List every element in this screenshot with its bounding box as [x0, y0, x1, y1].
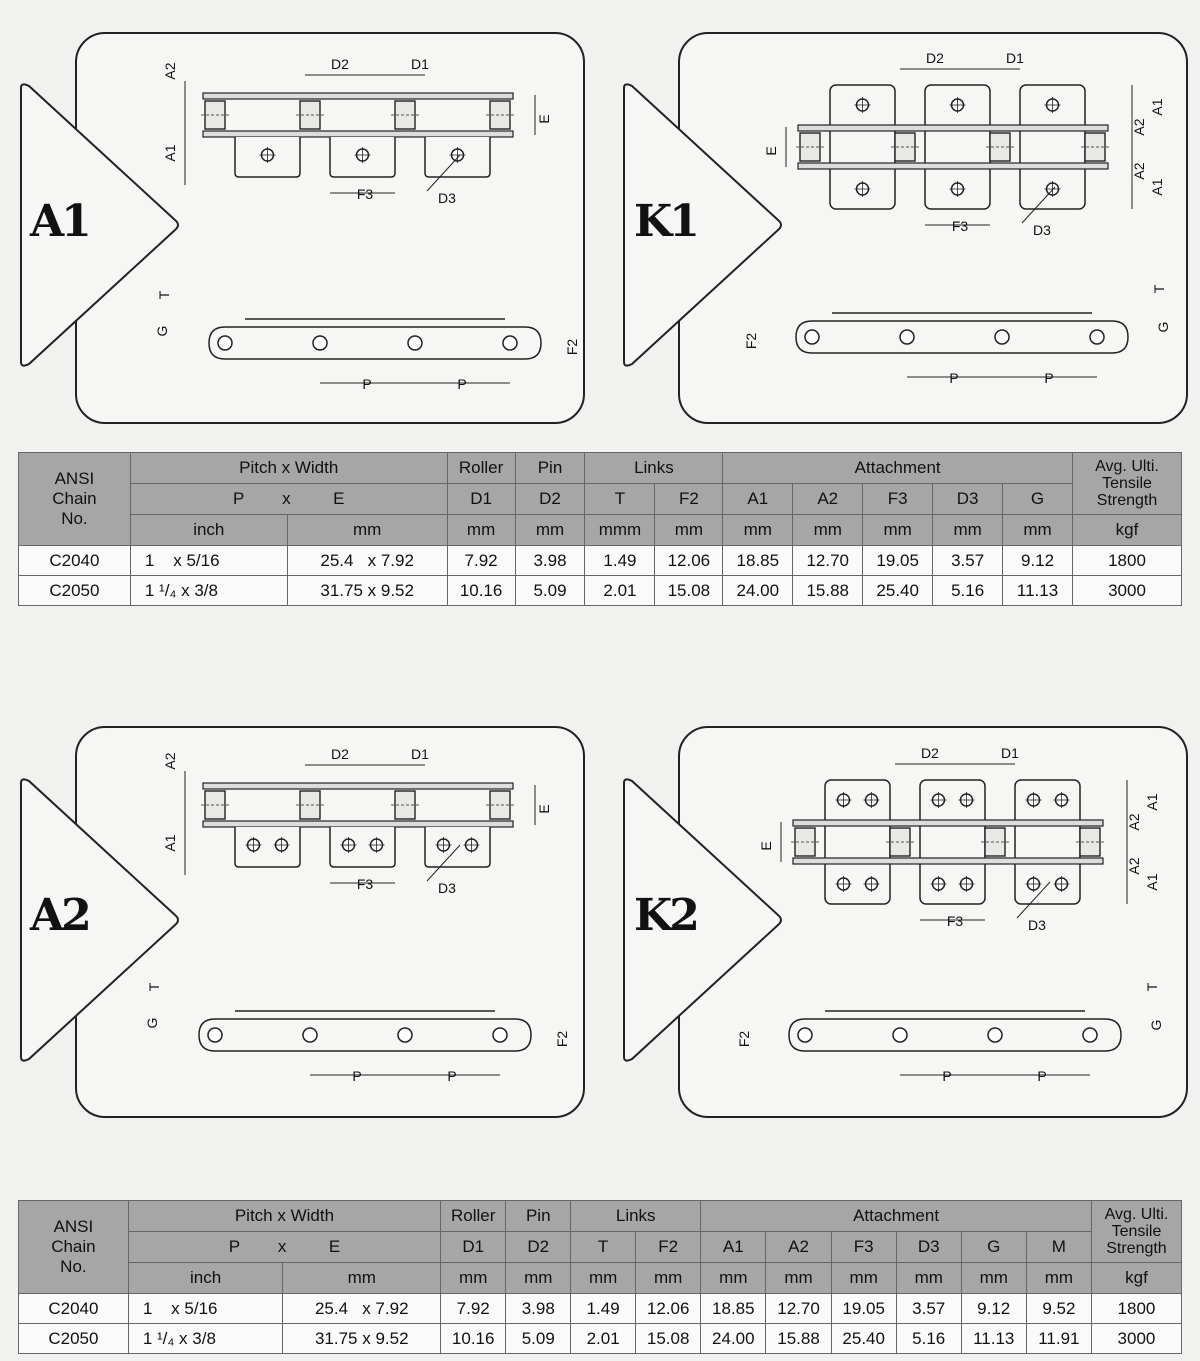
- dim-label-a1: A1: [1149, 178, 1165, 196]
- cell-t: 2.01: [585, 576, 655, 606]
- dim-label-f2: F2: [743, 332, 759, 350]
- dim-label-a1: A1: [1144, 873, 1160, 891]
- diagram-label-a2: A2: [30, 890, 89, 941]
- unit-mm: mm: [287, 515, 447, 546]
- cell-g: 11.13: [1003, 576, 1073, 606]
- header-a1: A1: [701, 1232, 766, 1263]
- dim-label-a1: A1: [1144, 793, 1160, 811]
- unit-inch: inch: [128, 1263, 283, 1294]
- unit-t: mm: [571, 1263, 636, 1294]
- unit-inch: inch: [130, 515, 287, 546]
- unit-m: mm: [1026, 1263, 1091, 1294]
- unit-f2: mm: [655, 515, 723, 546]
- dim-label-f3: F3: [951, 218, 969, 234]
- cell-d2: 5.09: [515, 576, 585, 606]
- cell-m: 11.91: [1026, 1324, 1091, 1354]
- dim-label-d3: D3: [1028, 917, 1046, 933]
- dim-label-d1: D1: [411, 56, 429, 72]
- dim-label-d1: D1: [1001, 745, 1019, 761]
- dim-label-t: T: [146, 982, 162, 992]
- table-row: [19, 1294, 1182, 1324]
- cell-d3: 3.57: [933, 546, 1003, 576]
- dim-label-f2: F2: [564, 338, 580, 356]
- cell-kgf: 3000: [1091, 1324, 1181, 1354]
- dim-label-p: P: [362, 376, 372, 392]
- cell-mm: 31.75 x 9.52: [283, 1324, 441, 1354]
- dim-label-a2: A2: [1131, 118, 1147, 136]
- header-pin: Pin: [515, 453, 585, 484]
- cell-f2: 15.08: [636, 1324, 701, 1354]
- header-f3: F3: [863, 484, 933, 515]
- header-links: Links: [585, 453, 723, 484]
- cell-g: 9.12: [961, 1294, 1026, 1324]
- header-strength: Avg. Ulti. Tensile Strength: [1073, 453, 1182, 515]
- dim-label-d2: D2: [331, 746, 349, 762]
- cell-m: 9.52: [1026, 1294, 1091, 1324]
- unit-t: mmm: [585, 515, 655, 546]
- cell-f2: 12.06: [636, 1294, 701, 1324]
- cell-d2: 3.98: [515, 546, 585, 576]
- dim-label-e: E: [536, 114, 552, 124]
- dim-label-d1: D1: [411, 746, 429, 762]
- cell-t: 2.01: [571, 1324, 636, 1354]
- unit-f2: mm: [636, 1263, 701, 1294]
- cell-mm: 25.4 x 7.92: [287, 546, 447, 576]
- header-d2: D2: [506, 1232, 571, 1263]
- unit-g: mm: [961, 1263, 1026, 1294]
- dim-label-a1: A1: [162, 144, 178, 162]
- dim-label-a2: A2: [162, 62, 178, 80]
- cell-d3: 3.57: [896, 1294, 961, 1324]
- header-g: G: [1003, 484, 1073, 515]
- unit-a1: mm: [723, 515, 793, 546]
- cell-chain-no: C2050: [19, 576, 131, 606]
- cell-d1: 7.92: [441, 1294, 506, 1324]
- dim-label-g: G: [144, 1017, 160, 1029]
- dim-label-f3: F3: [356, 876, 374, 892]
- dim-label-p: P: [457, 376, 467, 392]
- unit-a2: mm: [766, 1263, 831, 1294]
- cell-f3: 19.05: [831, 1294, 896, 1324]
- header-links: Links: [571, 1201, 701, 1232]
- header-m: M: [1026, 1232, 1091, 1263]
- header-pin: Pin: [506, 1201, 571, 1232]
- spec-table-1: [18, 452, 1182, 606]
- dim-label-d2: D2: [331, 56, 349, 72]
- dim-label-a2: A2: [1131, 162, 1147, 180]
- cell-kgf: 1800: [1091, 1294, 1181, 1324]
- header-attachment: Attachment: [723, 453, 1073, 484]
- cell-a1: 24.00: [701, 1324, 766, 1354]
- header-pitch-width: Pitch x Width: [128, 1201, 440, 1232]
- dim-label-g: G: [154, 325, 170, 337]
- dim-label-f2: F2: [554, 1030, 570, 1048]
- diagram-label-k1: K1: [634, 196, 697, 247]
- cell-chain-no: C2050: [19, 1324, 129, 1354]
- header-a2: A2: [766, 1232, 831, 1263]
- cell-mm: 25.4 x 7.92: [283, 1294, 441, 1324]
- cell-inch: 1 x 5/16: [130, 546, 287, 576]
- dim-label-g: G: [1148, 1019, 1164, 1031]
- dim-label-d2: D2: [926, 50, 944, 66]
- dim-label-f3: F3: [356, 186, 374, 202]
- cell-a1: 18.85: [723, 546, 793, 576]
- header-ansi-chain-no: ANSI Chain No.: [19, 453, 131, 546]
- dim-label-p: P: [447, 1068, 457, 1084]
- dim-label-f2: F2: [736, 1030, 752, 1048]
- unit-d2: mm: [506, 1263, 571, 1294]
- dim-label-d3: D3: [438, 880, 456, 896]
- cell-d3: 5.16: [896, 1324, 961, 1354]
- cell-t: 1.49: [571, 1294, 636, 1324]
- unit-kgf: kgf: [1091, 1263, 1181, 1294]
- header-ansi-chain-no: ANSI Chain No.: [19, 1201, 129, 1294]
- cell-inch: 1 x 5/16: [128, 1294, 283, 1324]
- header-t: T: [585, 484, 655, 515]
- dim-label-p: P: [942, 1068, 952, 1084]
- header-f2: F2: [655, 484, 723, 515]
- cell-mm: 31.75 x 9.52: [287, 576, 447, 606]
- header-f3: F3: [831, 1232, 896, 1263]
- dim-label-p: P: [1044, 370, 1054, 386]
- cell-f2: 12.06: [655, 546, 723, 576]
- unit-mm: mm: [283, 1263, 441, 1294]
- dim-label-t: T: [1151, 284, 1167, 294]
- header-d3: D3: [896, 1232, 961, 1263]
- dim-label-t: T: [1144, 982, 1160, 992]
- table-row: [19, 576, 1182, 606]
- header-a2: A2: [793, 484, 863, 515]
- header-f2: F2: [636, 1232, 701, 1263]
- unit-kgf: kgf: [1073, 515, 1182, 546]
- cell-f3: 25.40: [863, 576, 933, 606]
- cell-f3: 19.05: [863, 546, 933, 576]
- cell-a2: 12.70: [793, 546, 863, 576]
- header-pitch-width: Pitch x Width: [130, 453, 447, 484]
- cell-chain-no: C2040: [19, 546, 131, 576]
- dim-label-p: P: [352, 1068, 362, 1084]
- cell-g: 11.13: [961, 1324, 1026, 1354]
- unit-a2: mm: [793, 515, 863, 546]
- dim-label-p: P: [949, 370, 959, 386]
- cell-d1: 10.16: [447, 576, 515, 606]
- cell-d2: 3.98: [506, 1294, 571, 1324]
- header-attachment: Attachment: [701, 1201, 1092, 1232]
- spec-table-2: [18, 1200, 1182, 1354]
- table-row: [19, 546, 1182, 576]
- dim-label-d2: D2: [921, 745, 939, 761]
- header-t: T: [571, 1232, 636, 1263]
- dim-label-a2: A2: [1126, 857, 1142, 875]
- dim-label-a2: A2: [162, 752, 178, 770]
- cell-f3: 25.40: [831, 1324, 896, 1354]
- dim-label-a2: A2: [1126, 813, 1142, 831]
- cell-d1: 10.16: [441, 1324, 506, 1354]
- dim-label-d3: D3: [1033, 222, 1051, 238]
- header-p-x-e: P x E: [128, 1232, 440, 1263]
- cell-t: 1.49: [585, 546, 655, 576]
- cell-d2: 5.09: [506, 1324, 571, 1354]
- unit-f3: mm: [863, 515, 933, 546]
- dim-label-a1: A1: [162, 834, 178, 852]
- cell-chain-no: C2040: [19, 1294, 129, 1324]
- cell-f2: 15.08: [655, 576, 723, 606]
- dim-label-d1: D1: [1006, 50, 1024, 66]
- dim-label-e: E: [763, 146, 779, 156]
- unit-d1: mm: [441, 1263, 506, 1294]
- unit-f3: mm: [831, 1263, 896, 1294]
- cell-inch: 1 ¹/₄ x 3/8: [130, 576, 287, 606]
- unit-d3: mm: [896, 1263, 961, 1294]
- header-g: G: [961, 1232, 1026, 1263]
- header-p-x-e: P x E: [130, 484, 447, 515]
- dim-label-a1: A1: [1149, 98, 1165, 116]
- dim-label-p: P: [1037, 1068, 1047, 1084]
- cell-a2: 15.88: [793, 576, 863, 606]
- cell-inch: 1 ¹/₄ x 3/8: [128, 1324, 283, 1354]
- unit-d3: mm: [933, 515, 1003, 546]
- unit-g: mm: [1003, 515, 1073, 546]
- header-strength: Avg. Ulti. Tensile Strength: [1091, 1201, 1181, 1263]
- cell-a1: 18.85: [701, 1294, 766, 1324]
- unit-a1: mm: [701, 1263, 766, 1294]
- cell-a2: 15.88: [766, 1324, 831, 1354]
- header-d3: D3: [933, 484, 1003, 515]
- header-a1: A1: [723, 484, 793, 515]
- cell-g: 9.12: [1003, 546, 1073, 576]
- cell-d3: 5.16: [933, 576, 1003, 606]
- dim-label-t: T: [156, 290, 172, 300]
- header-d1: D1: [447, 484, 515, 515]
- cell-a1: 24.00: [723, 576, 793, 606]
- cell-a2: 12.70: [766, 1294, 831, 1324]
- cell-kgf: 3000: [1073, 576, 1182, 606]
- diagram-label-k2: K2: [634, 890, 697, 941]
- cell-kgf: 1800: [1073, 546, 1182, 576]
- dim-label-g: G: [1155, 321, 1171, 333]
- dim-label-e: E: [758, 841, 774, 851]
- header-d2: D2: [515, 484, 585, 515]
- table-row: [19, 1324, 1182, 1354]
- dim-label-f3: F3: [946, 913, 964, 929]
- diagram-label-a1: A1: [30, 196, 89, 247]
- dim-label-d3: D3: [438, 190, 456, 206]
- cell-d1: 7.92: [447, 546, 515, 576]
- unit-d1: mm: [447, 515, 515, 546]
- header-roller: Roller: [441, 1201, 506, 1232]
- header-roller: Roller: [447, 453, 515, 484]
- dim-label-e: E: [536, 804, 552, 814]
- unit-d2: mm: [515, 515, 585, 546]
- header-d1: D1: [441, 1232, 506, 1263]
